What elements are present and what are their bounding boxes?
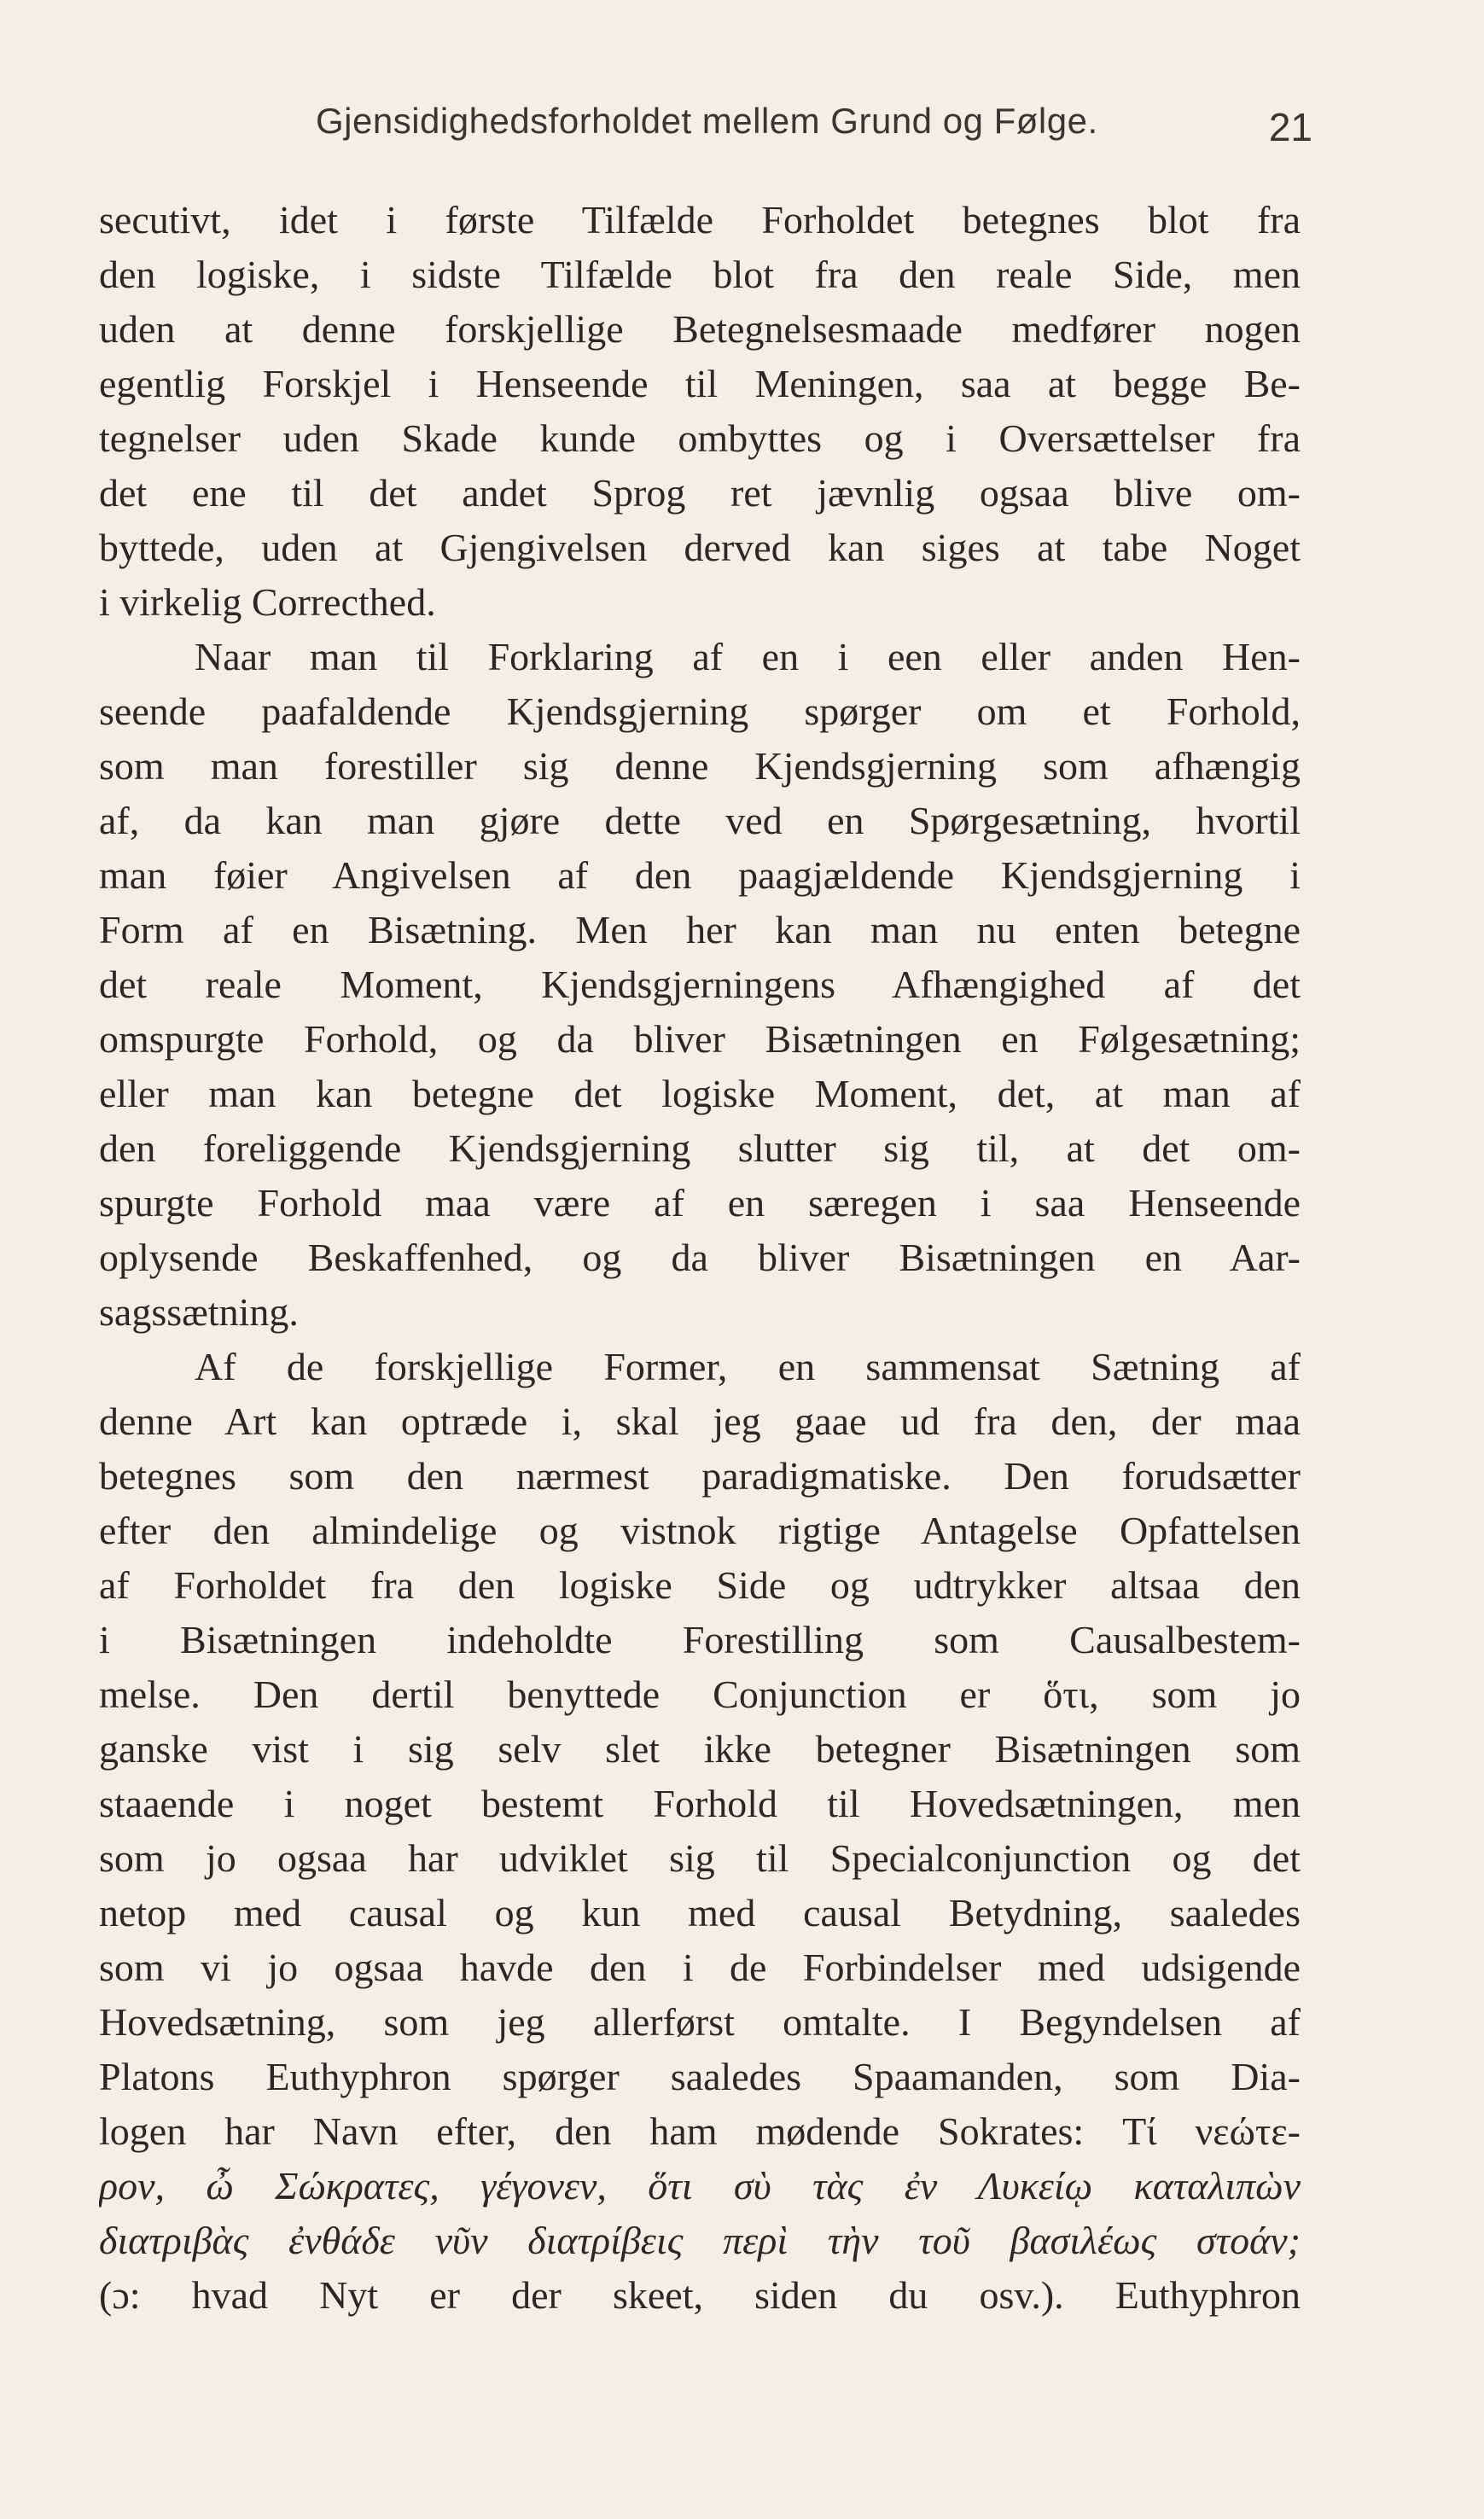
text-line: i virkelig Correcthed. — [99, 580, 436, 624]
text-line: seende paafaldende Kjendsgjerning spørger om et Forhold, — [99, 689, 1301, 733]
text-line: tegnelser uden Skade kunde ombyttes og i Oversættelser fra — [99, 416, 1301, 460]
text-line: logen har Navn efter, den ham mødende Sokrates: Τί νεώτε- — [99, 2109, 1301, 2153]
text-line: det reale Moment, Kjendsgjerningens Afhængighed af det — [99, 963, 1301, 1006]
text-line: denne Art kan optræde i, skal jeg gaae ud fra den, der maa — [99, 1399, 1301, 1443]
text-line: som vi jo ogsaa havde den i de Forbindelser med udsigende — [99, 1946, 1301, 1989]
text-line: staaende i noget bestemt Forhold til Hovedsætningen, men — [99, 1782, 1301, 1825]
text-line: Hovedsætning, som jeg allerførst omtalte. I Begyndelsen af — [99, 2000, 1301, 2044]
text-line: man føier Angivelsen af den paagjældende Kjendsgjerning i — [99, 853, 1301, 897]
page-number: 21 — [1268, 105, 1312, 149]
body-text — [99, 193, 1301, 2323]
text-line: det ene til det andet Sprog ret jævnlig ogsaa blive om- — [99, 471, 1301, 515]
text-line: uden at denne forskjellige Betegnelsesmaade medfører nogen — [99, 307, 1301, 351]
text-line: byttede, uden at Gjengivelsen derved kan siges at tabe Noget — [99, 526, 1301, 569]
text-line: Platons Euthyphron spørger saaledes Spaamanden, som Dia- — [99, 2055, 1301, 2098]
text-line: i Bisætningen indeholdte Forestilling som Causalbestem- — [99, 1618, 1301, 1661]
text-line: Naar man til Forklaring af en i een eller anden Hen- — [195, 635, 1301, 678]
text-line: som man forestiller sig denne Kjendsgjerning som afhængig — [99, 744, 1301, 788]
text-line: Form af en Bisætning. Men her kan man nu enten betegne — [99, 908, 1301, 951]
text-line: som jo ogsaa har udviklet sig til Specialconjunction og det — [99, 1836, 1301, 1880]
text-line: Af de forskjellige Former, en sammensat Sætning af — [195, 1345, 1301, 1388]
running-title: Gjensidighedsforholdet mellem Grund og Følge. — [316, 101, 1098, 141]
text-line: den foreliggende Kjendsgjerning slutter sig til, at det om- — [99, 1126, 1301, 1170]
text-line: omspurgte Forhold, og da bliver Bisætningen en Følgesætning; — [99, 1017, 1301, 1061]
text-line: betegnes som den nærmest paradigmatiske. Den forudsætter — [99, 1454, 1301, 1498]
text-line: af Forholdet fra den logiske Side og udtrykker altsaa den — [99, 1563, 1301, 1607]
text-line: netop med causal og kun med causal Betydning, saaledes — [99, 1891, 1301, 1934]
text-line: διατριβὰς ἐνθάδε νῦν διατρίβεις περὶ τὴν τοῦ βασιλέως στοάν; — [99, 2219, 1301, 2262]
text-line: den logiske, i sidste Tilfælde blot fra den reale Side, men — [99, 253, 1301, 296]
text-line: spurgte Forhold maa være af en særegen i saa Henseende — [99, 1181, 1301, 1225]
text-line: melse. Den dertil benyttede Conjunction er ὅτι, som jo — [99, 1673, 1301, 1716]
text-line: efter den almindelige og vistnok rigtige Antagelse Opfattelsen — [99, 1509, 1301, 1552]
text-line: egentlig Forskjel i Henseende til Meningen, saa at begge Be- — [99, 362, 1301, 405]
text-line: (ɔ: hvad Nyt er der skeet, siden du osv.). Euthyphron — [99, 2273, 1301, 2317]
text-line: secutivt, idet i første Tilfælde Forholdet betegnes blot fra — [99, 198, 1301, 241]
text-line: ρον, ὦ Σώκρατες, γέγονεν, ὅτι σὺ τὰς ἐν Λυκείῳ καταλιπὼν — [99, 2164, 1301, 2208]
text-line: eller man kan betegne det logiske Moment, det, at man af — [99, 1072, 1301, 1115]
text-line: af, da kan man gjøre dette ved en Spørgesætning, hvortil — [99, 799, 1301, 842]
text-line: ganske vist i sig selv slet ikke betegner Bisætningen som — [99, 1727, 1301, 1771]
text-line: oplysende Beskaffenhed, og da bliver Bisætningen en Aar- — [99, 1236, 1301, 1279]
text-line: sagssætning. — [99, 1290, 299, 1334]
